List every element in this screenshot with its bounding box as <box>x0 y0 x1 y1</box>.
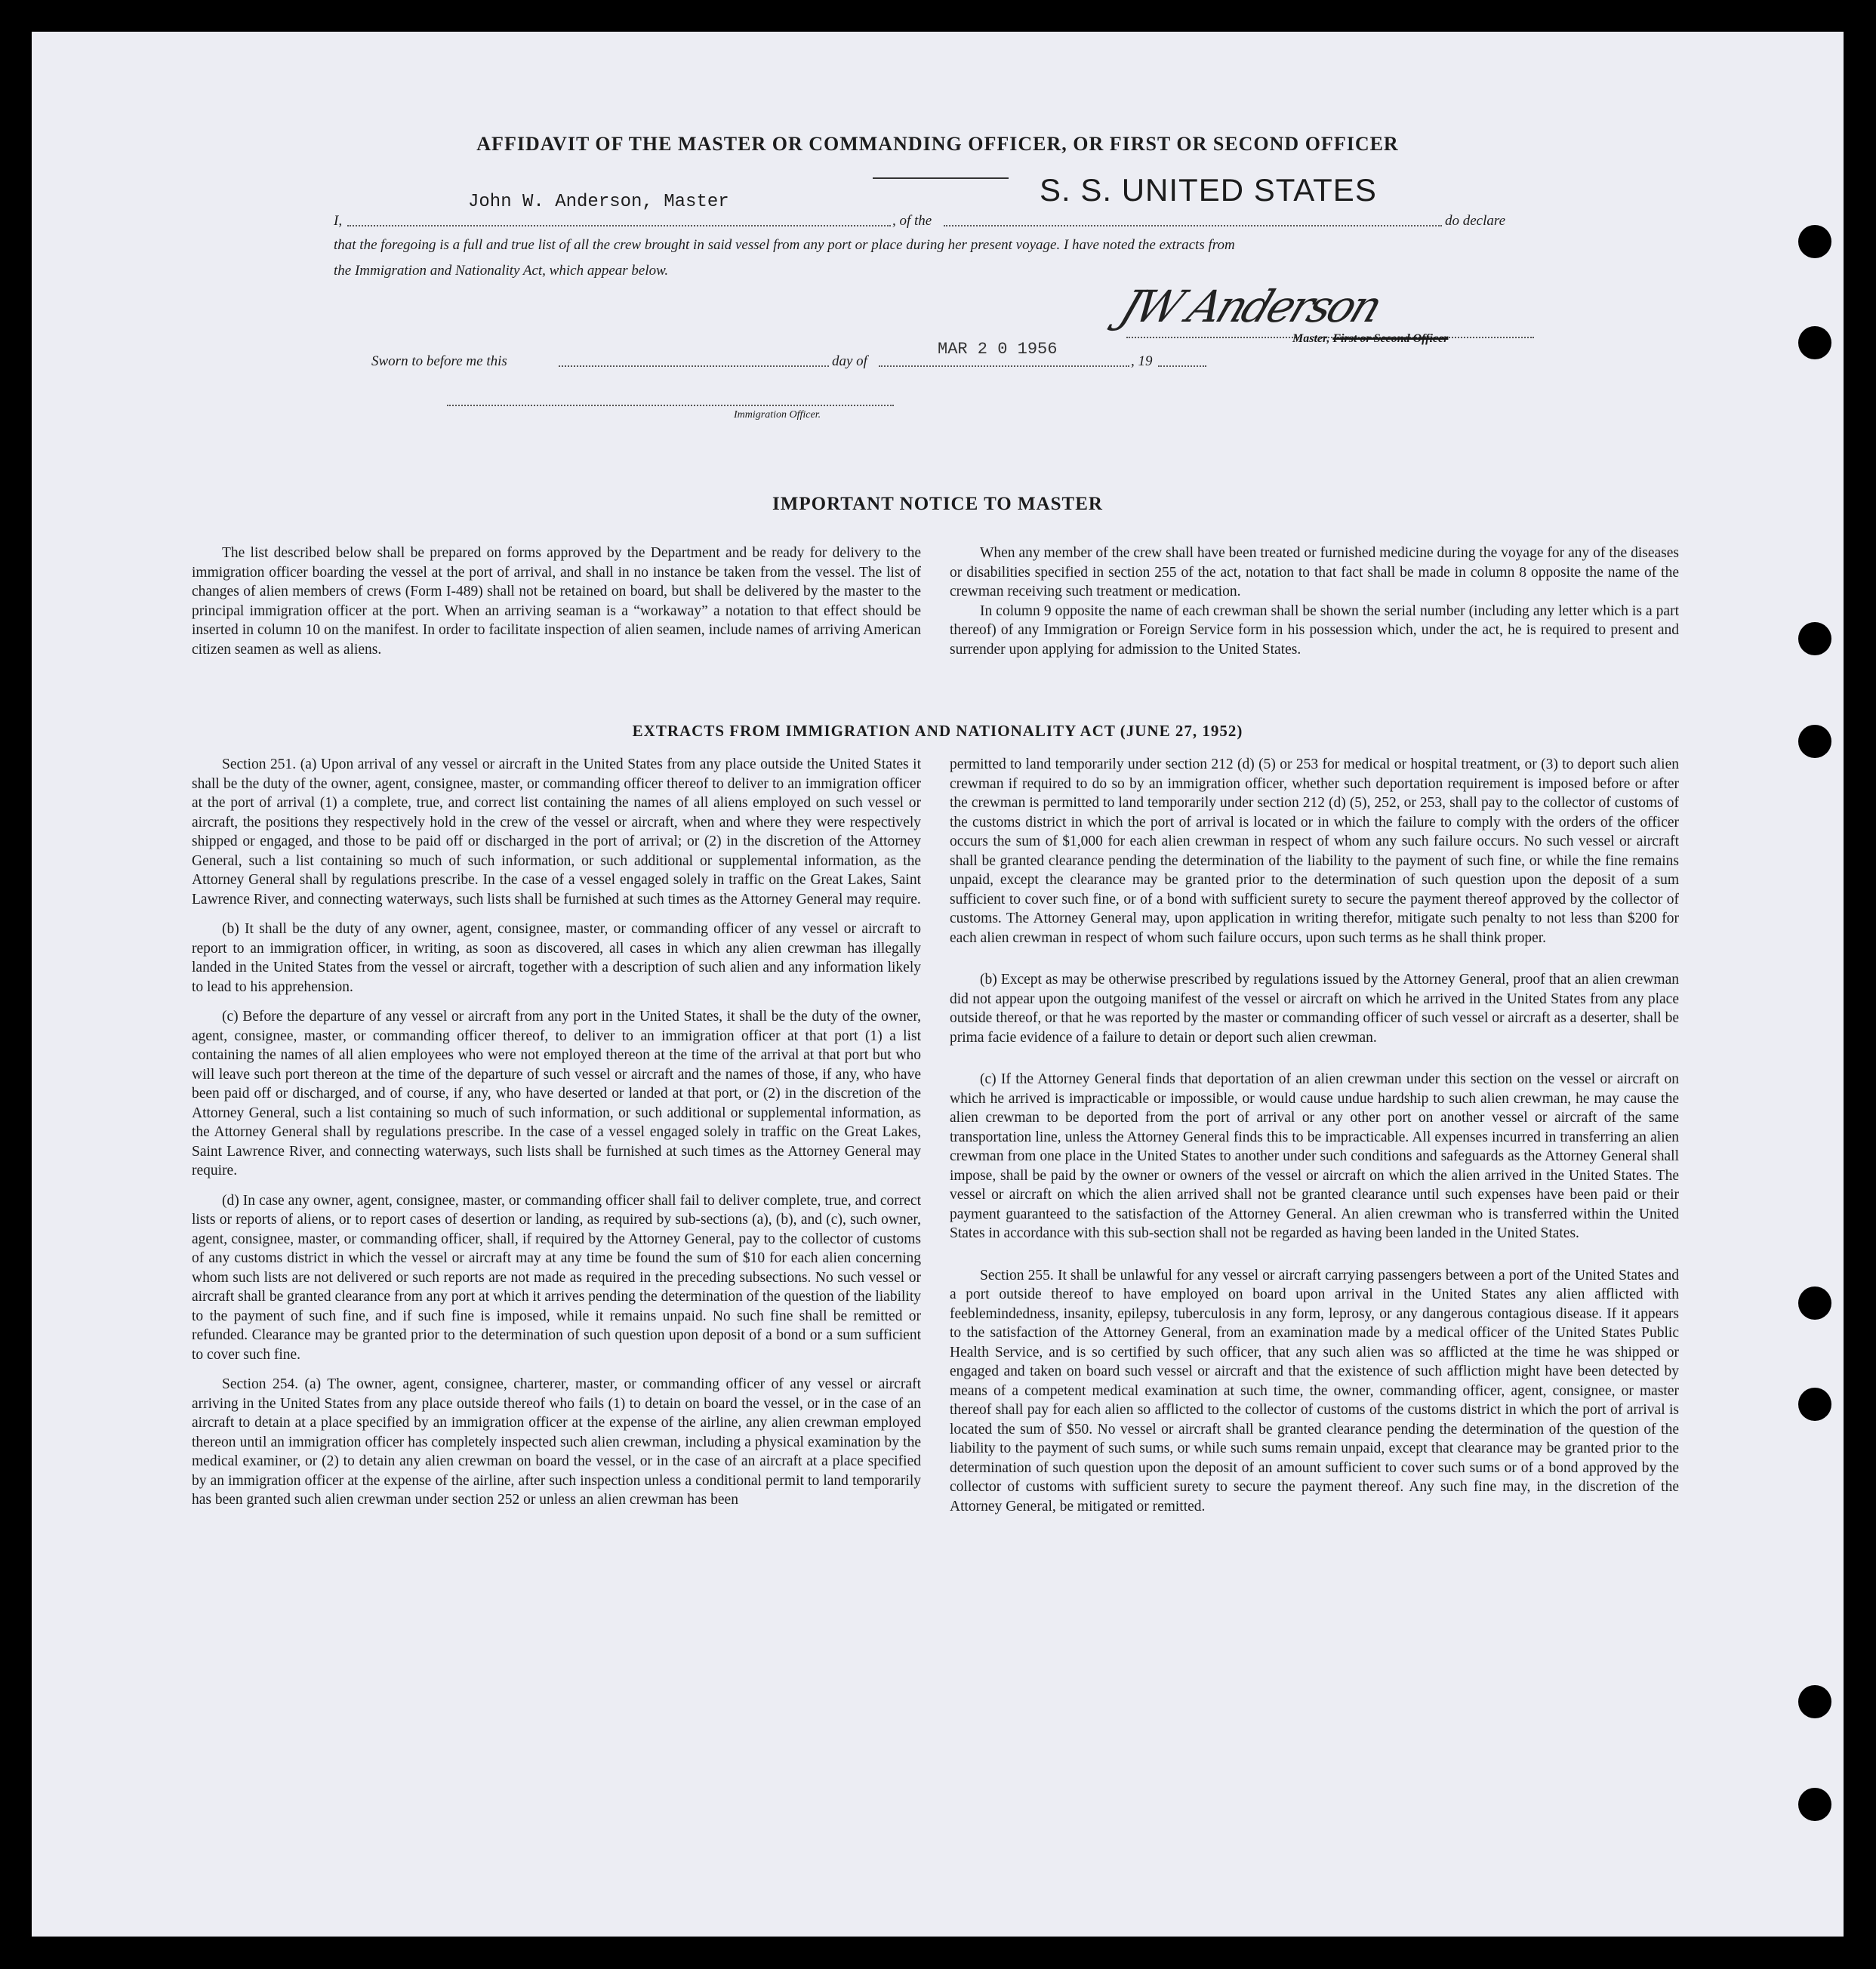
statute-paragraph: Section 255. It shall be unlawful for any vessel or aircraft carrying passengers between a port of the United States and a port outside thereof to have employed on board upon arrival in the United States any alien afflicted with feeblemindedness, insanity, epilepsy, tuberculosis in any form, leprosy, or any dangerous contagious disease. If it appears to the satisfaction of the Attorney General, from an examination made by a medical officer of the United States Public Health Service, and is so certified by such officer, that any such alien was so afflicted at the time he was shipped or engaged and taken on board such vessel or aircraft and that the existence of such affliction might have been detected by means of a competent medical examination at such time, the owner, commanding officer, agent, consignee, or master thereof shall pay for each alien so afflicted to the collector of customs of the customs district in which the port of arrival is located the sum of $50. No vessel or aircraft shall be granted clearance pending the determination of the question of the liability to the payment of such sums, or while such sums remain unpaid, except that clearance may be granted prior to the determination of such question upon the deposit of an amount sufficient to cover such sums or of a bond approved by the collector of customs with sufficient surety to secure the payment thereof. Any such fine may, in the discretion of the Attorney General, be mitigated or remitted. <box>950 1267 1679 1514</box>
statute-paragraph: Section 251. (a) Upon arrival of any vessel or aircraft in the United States from any place outside the United States it shall be the duty of the owner, agent, consignee, master, or commanding officer thereof to deliver to an immigration officer at the port of arrival (1) a complete, true, and correct list containing the names of all aliens employed on such vessel or aircraft, the positions they respectively hold in the crew of the vessel or aircraft, when and where they were respectively shipped or engaged, and those to be paid off or discharged in the port of arrival; or (2) in the discretion of the Attorney General, such a list containing so much of such information, or such additional or supplemental information, as the Attorney General shall by regulations prescribe. In the case of a vessel engaged solely in traffic on the Great Lakes, Saint Lawrence River, and connecting waterways, such lists shall be furnished at such times as the Attorney General may require. <box>192 756 921 907</box>
punch-hole <box>1798 622 1831 655</box>
extracts-left-column <box>192 755 921 1521</box>
sworn-year-field <box>1158 343 1206 367</box>
immigration-officer-line <box>447 390 894 406</box>
immigration-officer-label: Immigration Officer. <box>734 409 821 421</box>
extracts-heading: EXTRACTS FROM IMMIGRATION AND NATIONALITY ACT (JUNE 27, 1952) <box>632 722 1243 740</box>
year-label: , 19 <box>1131 353 1153 369</box>
punch-hole <box>1798 1388 1831 1421</box>
extracts-right-column <box>950 755 1679 1527</box>
notice-paragraph: The list described below shall be prepared on forms approved by the Department and be ready for delivery to the immigration officer boarding the vessel at the port of arrival, and shall in no instance be taken from the vessel. The list of changes of alien members of crews (Form I-489) shall not be retained on board, but shall be delivered by the master to the principal immigration officer at the port. When an arriving seaman is a “workaway” a notation to that effect should be inserted in column 10 on the manifest. In order to facilitate inspection of alien seamen, include names of arriving American citizen seamen as well as aliens. <box>192 545 921 658</box>
declarant-name: John W. Anderson, Master <box>468 192 729 212</box>
sworn-day-field <box>559 343 829 367</box>
sworn-label: Sworn to before me this <box>371 353 507 369</box>
day-of-label: day of <box>832 353 867 369</box>
signer-title-master: Master, <box>1292 332 1330 345</box>
punch-hole <box>1798 1685 1831 1718</box>
line1-prefix: I, <box>334 213 343 229</box>
vessel-name: S. S. UNITED STATES <box>1040 172 1377 208</box>
notice-left-column <box>192 544 921 670</box>
notice-paragraph: When any member of the crew shall have been treated or furnished medicine during the voyage for any of the diseases or disabilities specified in section 255 of the act, notation to that fact shall be made in column 8 opposite the name of the crewman receiving such treatment or medication. <box>950 545 1679 599</box>
statute-paragraph: (d) In case any owner, agent, consignee, master, or commanding officer shall fail to deliver complete, true, and correct lists or reports of aliens, or to report cases of desertion or landing, as required by sub-sections (a), (b), and (c), such owner, agent, consignee, master, or commanding officer, shall, if required by the Attorney General, pay to the collector of customs of any customs district in which the vessel or aircraft may at any time be found the sum of $10 for each alien concerning whom such lists are not delivered or such reports are not made as required in the preceding subsections. No such vessel or aircraft shall be granted clearance from any port at which it arrives pending the determination of the question of the liability to the payment of such fine, and if such fine is imposed, while it remains unpaid. No such fine shall be remitted or refunded. Clearance may be granted prior to the determination of such question upon deposit of a bond or a sum sufficient to cover such fine. <box>192 1192 921 1363</box>
statute-paragraph: Section 254. (a) The owner, agent, consignee, charterer, master, or commanding officer of any vessel or aircraft arriving in the United States from any place outside thereof who fails (1) to detain on board the vessel, or in the case of an aircraft to detain at a place specified by an immigration officer at the expense of the airline, any alien crewman employed thereon until an immigration officer has completely inspected such alien crewman, including a physical examination by the medical examiner, or (2) to detain any alien crewman on board the vessel, or in the case of an aircraft at a place specified by an immigration officer at the expense of the airline, after such inspection unless a conditional permit to land temporarily has been granted such alien crewman under section 252 or unless an alien crewman has been <box>192 1376 921 1508</box>
punch-hole <box>1798 225 1831 258</box>
date-stamp: MAR 2 0 1956 <box>938 340 1058 359</box>
do-declare-label: do declare <box>1445 213 1506 229</box>
punch-hole <box>1798 326 1831 359</box>
punch-hole <box>1798 1286 1831 1320</box>
statute-paragraph: (b) It shall be the duty of any owner, agent, consignee, master, or commanding officer of any vessel or aircraft to report to an immigration officer, in writing, as soon as discovered, all cases in which any alien crewman has illegally landed in the United States from the vessel or aircraft, together with a description of such alien and any information likely to lead to his apprehension. <box>192 921 921 995</box>
notice-heading: IMPORTANT NOTICE TO MASTER <box>772 494 1103 514</box>
of-the-label: , of the <box>892 213 932 229</box>
statute-paragraph: (c) If the Attorney General finds that deportation of an alien crewman under this section on the vessel or aircraft on which he arrived is impracticable or impossible, or would cause undue hardship to such alien crewman, he may cause the alien crewman to be deported from the port of arrival or any other port on another vessel or aircraft of the same transportation line, unless the Attorney General finds this to be impracticable. All expenses incurred in transferring an alien crewman from one place in the United States to another under such conditions and safeguards as the Attorney General shall impose, shall be paid by the owner or owners of the vessel or aircraft on which the alien arrived in the United States. The vessel or aircraft on which the alien arrived shall not be granted clearance until such expenses have been paid or their payment guaranteed to the satisfaction of the Attorney General. An alien crewman who is transferred within the United States in accordance with this sub-section shall not be regarded as having been landed in the United States. <box>950 1071 1679 1241</box>
punch-hole <box>1798 725 1831 758</box>
statute-paragraph: (c) Before the departure of any vessel or aircraft from any port in the United States, it shall be the duty of the owner, agent, consignee, master, or commanding officer thereof, to deliver to an immigration officer at that port (1) a list containing the names of all alien employees who were not employed thereon at the time of the arrival at that port but who will leave such port thereon at the time of the departure of such vessel or aircraft and the names of those, if any, who have been paid off or discharged, and of course, if any, who have deserted or landed at that port, or (2) in the discretion of the Attorney General, such a list containing so much of such information, or such additional or supplemental information, as the Attorney General shall by regulations prescribe. In the case of a vessel engaged solely in traffic on the Great Lakes, Saint Lawrence River, and connecting waterways, such lists shall be furnished at such times as the Attorney General may require. <box>192 1009 921 1179</box>
declaration-line-2: the Immigration and Nationality Act, which appear below. <box>334 263 669 279</box>
statute-paragraph: (b) Except as may be otherwise prescribed by regulations issued by the Attorney General, proof that an alien crewman did not appear upon the outgoing manifest of the vessel or aircraft on which he arrived in the United States from any place outside thereof, or that he was reported by the master or commanding officer of such vessel or aircraft as a deserter, shall be prima facie evidence of a failure to detain or deport such alien crewman. <box>950 972 1679 1046</box>
statute-paragraph: permitted to land temporarily under section 212 (d) (5) or 253 for medical or hospital treatment, or (3) to deport such alien crewman if required to do so by an immigration officer, whether such deportation requirement is imposed before or after the crewman is permitted to land temporarily under section 212 (d) (5), 252, or 253, shall pay to the collector of customs of the customs district in which the port of arrival is located or in which the failure to comply with the orders of the officer occurs the sum of $1,000 for each alien crewman in respect of whom any such failure occurs. No such vessel or aircraft shall be granted clearance pending the determination of the liability to the payment of such fine, or while the fine remains unpaid, except the clearance may be granted prior to the determination of such question upon the deposit of a sum sufficient to cover such fine, or of a bond with sufficient surety to secure the payment thereof approved by the collector of customs. The Attorney General may, upon application in writing therefor, mitigate such penalty to not less than $200 for each alien crewman in respect of whom such failure occurs, upon such terms as he shall think proper. <box>950 756 1679 946</box>
title-rule <box>873 177 1009 179</box>
signer-title <box>1292 332 1448 346</box>
master-signature: JW Anderson <box>1113 281 1388 332</box>
notice-paragraph: In column 9 opposite the name of each crewman shall be shown the serial number (including any letter which is a part thereof) of any Immigration or Foreign Service form in his possession which, under the act, he is required to present and surrender upon applying for admission to the United States. <box>950 602 1679 658</box>
signer-title-struck: First or Second Officer <box>1332 332 1449 345</box>
affidavit-title: AFFIDAVIT OF THE MASTER OR COMMANDING OFFICER, OR FIRST OR SECOND OFFICER <box>476 133 1399 155</box>
document-page <box>32 32 1844 1937</box>
declaration-line: that the foregoing is a full and true list of all the crew brought in said vessel from any port or place during her present voyage. I have noted the extracts from <box>334 237 1235 253</box>
punch-hole <box>1798 1788 1831 1821</box>
notice-right-column <box>950 544 1679 670</box>
